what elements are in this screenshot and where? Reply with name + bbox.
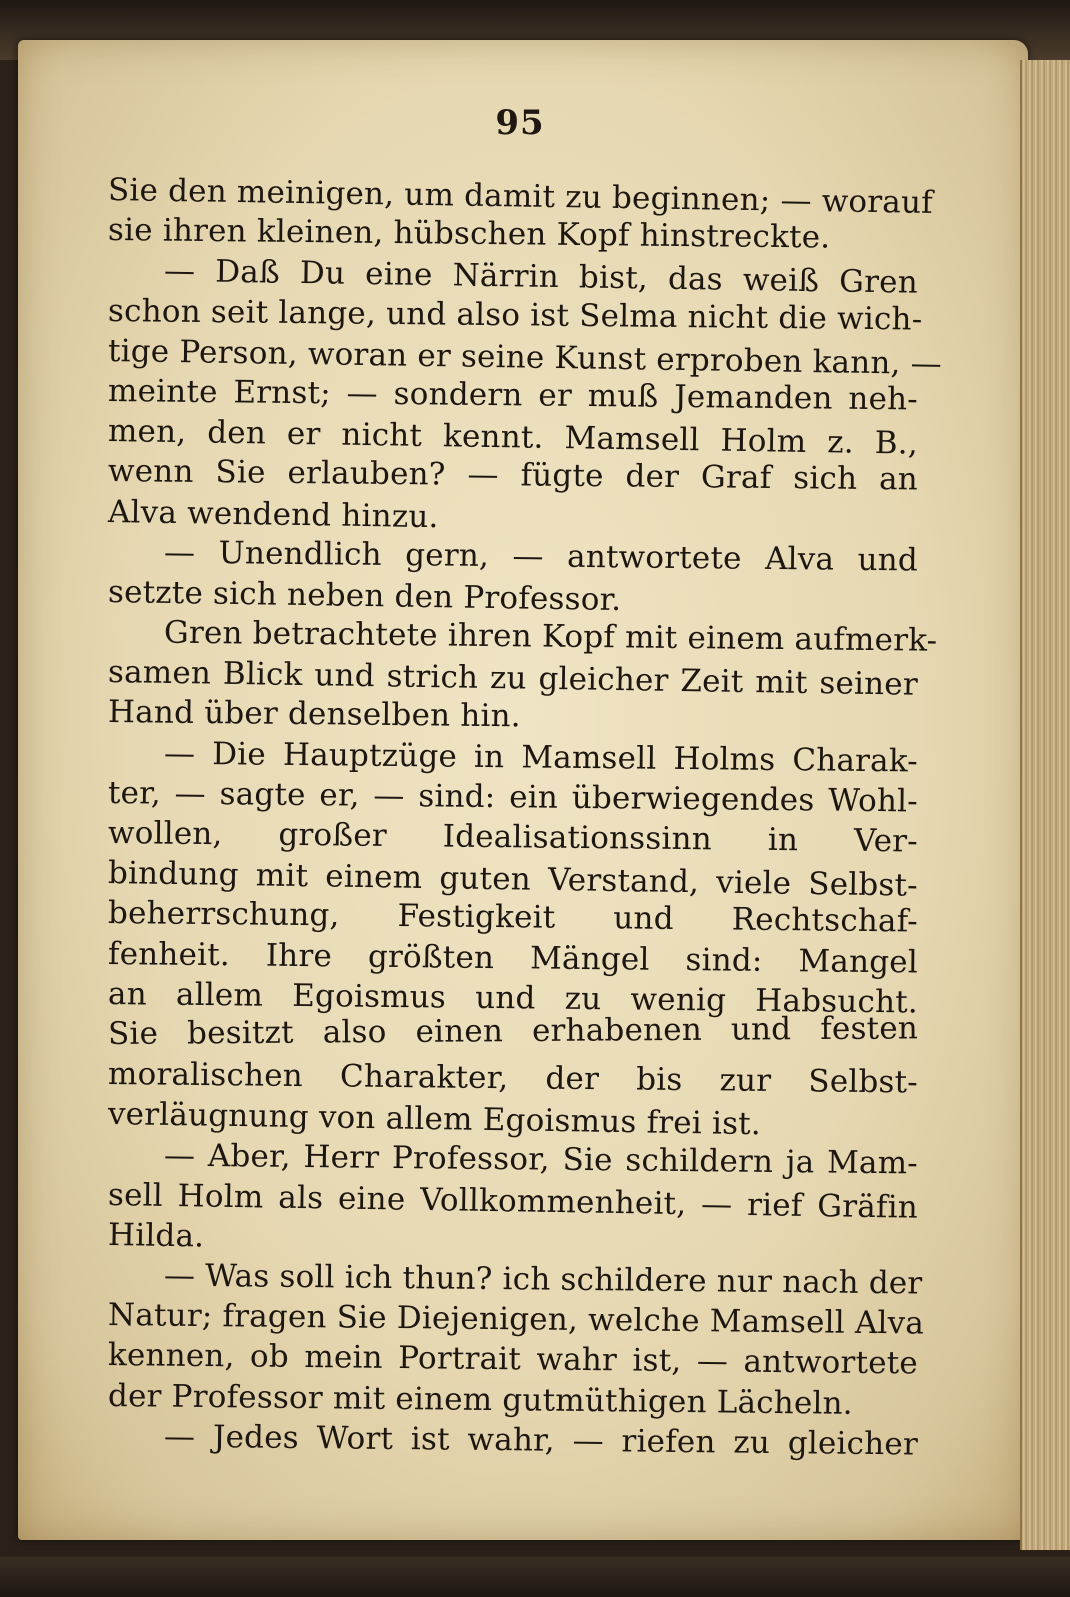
text-line: men, den er nicht kennt. Mamsell Holm z. B., <box>107 413 919 462</box>
text-line: Gren betrachtete ihren Kopf mit einem aufmerk- <box>163 614 938 659</box>
text-line: Alva wendend hinzu. <box>107 493 439 535</box>
text-line: — Daß Du eine Närrin bist, das weiß Gren <box>163 253 919 302</box>
text-line: setzte sich neben den Professor. <box>107 573 622 618</box>
text-line: wenn Sie erlauben? — fügte der Graf sich an <box>107 453 919 498</box>
text-line: an allem Egoismus und zu wenig Habsucht. <box>107 975 919 1021</box>
text-line: wollen, großer Idealisationssinn in Ver- <box>107 815 919 860</box>
page-text <box>107 170 943 1463</box>
text-line: fenheit. Ihre größten Mängel sind: Mangel <box>107 935 919 981</box>
text-line: schon seit lange, und also ist Selma nicht die wich- <box>107 292 923 338</box>
text-line: Sie den meinigen, um damit zu beginnen; — worauf <box>107 172 934 221</box>
page-number: 95 <box>495 103 545 143</box>
text-line: — Unendlich gern, — antwortete Alva und <box>163 534 919 579</box>
page-edges <box>1020 60 1070 1550</box>
text-line: samen Blick und strich zu gleicher Zeit mit seiner <box>107 654 919 703</box>
text-line: kennen, ob mein Portrait wahr ist, — antwortete <box>107 1337 919 1382</box>
text-line: bindung mit einem guten Verstand, viele Selbst- <box>107 855 919 904</box>
text-line: verläugnung von allem Egoismus frei ist. <box>107 1096 762 1143</box>
text-line: ter, — sagte er, — sind: ein überwiegendes Wohl- <box>107 774 919 820</box>
text-line: — Was soll ich thun? ich schildere nur nach der <box>163 1257 923 1302</box>
text-line: — Die Hauptzüge in Mamsell Holms Charak- <box>163 735 919 780</box>
text-line: sell Holm als eine Vollkommenheit, — rief Gräfin <box>107 1176 919 1226</box>
text-line: tige Person, woran er seine Kunst erproben kann, — <box>107 332 943 382</box>
text-line: Natur; fragen Sie Diejenigen, welche Mamsell Alva <box>107 1297 925 1342</box>
text-line: beherrschung, Festigkeit und Rechtschaf- <box>107 895 919 940</box>
text-line: meinte Ernst; — sondern er muß Jemanden neh- <box>107 372 919 418</box>
book-cover-bottom <box>0 1557 1070 1597</box>
text-line: der Professor mit einem gutmüthigen Lächeln. <box>107 1377 854 1422</box>
text-line: Hand über denselben hin. <box>107 694 522 735</box>
text-line: — Jedes Wort ist wahr, — riefen zu gleicher <box>163 1418 919 1463</box>
text-line: — Aber, Herr Professor, Sie schildern ja Mam- <box>163 1137 919 1181</box>
text-line: Sie besitzt also einen erhabenen und festen <box>107 1010 919 1052</box>
text-line: sie ihren kleinen, hübschen Kopf hinstreckte. <box>107 212 831 256</box>
text-line: moralischen Charakter, der bis zur Selbst- <box>107 1056 919 1101</box>
text-line: Hilda. <box>107 1216 205 1255</box>
